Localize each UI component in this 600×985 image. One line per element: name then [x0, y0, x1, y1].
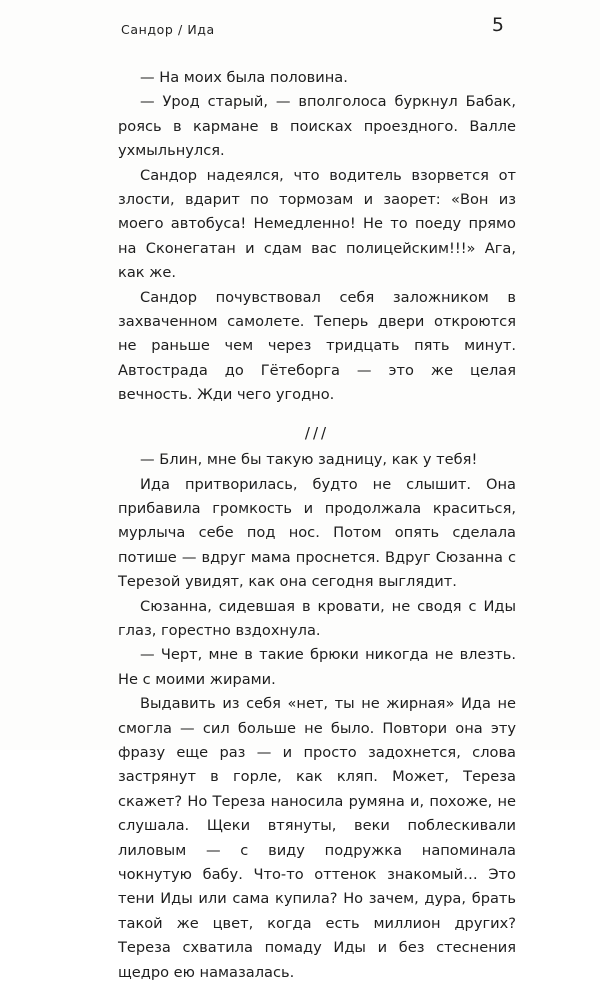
paragraph: Выдавить из себя «нет, ты не жирная» Ида не смогла — сил больше не было. Повтори она эту фразу еще раз — и просто задохнется, слова застрянут в горле, как кляп. Может, Тереза скажет? Но Тереза наносила румяна и, похоже, не слушала. Щеки втянуты, веки поблескивали лиловым — с виду подружка напоминала чокнутую бабу. Что-то оттенок знакомый… Это тени Иды или сама купила? Но зачем, дура, брать такой же цвет, когда есть миллион других? Тереза схватила помаду Иды и без стеснения щедро ею намазалась.: [118, 695, 516, 981]
paragraph: — Черт, мне в такие брюки никогда не влезть. Не с моими жирами.: [118, 646, 516, 688]
paragraph: — Блин, мне бы такую задницу, как у тебя!: [140, 451, 478, 469]
paragraph: Ида притворилась, будто не слышит. Она прибавила громкость и продолжала краситься, мурлыча себе под нос. Потом опять сделала потише — вдруг мама проснется. Вдруг Сюзанна с Терезой увидят, как она сегодня выглядит.: [118, 475, 516, 591]
section-break: ///: [304, 423, 330, 442]
paragraph: Сюзанна, сидевшая в кровати, не сводя с Иды глаз, горестно вздохнула.: [118, 597, 516, 639]
page-number: 5: [491, 14, 504, 36]
paragraph: — Урод старый, — вполголоса буркнул Бабак, роясь в кармане в поисках проездного. Валле ухмыльнулся.: [118, 93, 516, 160]
paragraph: — На моих была половина.: [140, 69, 348, 86]
paragraph: Сандор почувствовал себя заложником в захваченном самолете. Теперь двери откроются не раньше чем через тридцать пять минут. Автострада до Гётеборга — это же целая вечность. Жди чего угодно.: [118, 288, 516, 404]
body-text: [118, 66, 516, 985]
running-head: Сандор / Ида: [121, 22, 215, 37]
paragraph: Сандор надеялся, что водитель взорвется от злости, вдарит по тормозам и заорет: «Вон из моего автобуса! Немедленно! Не то поеду прямо на Сконегатан и сдам вас полицейским!!!» Ага, как же.: [118, 166, 516, 282]
